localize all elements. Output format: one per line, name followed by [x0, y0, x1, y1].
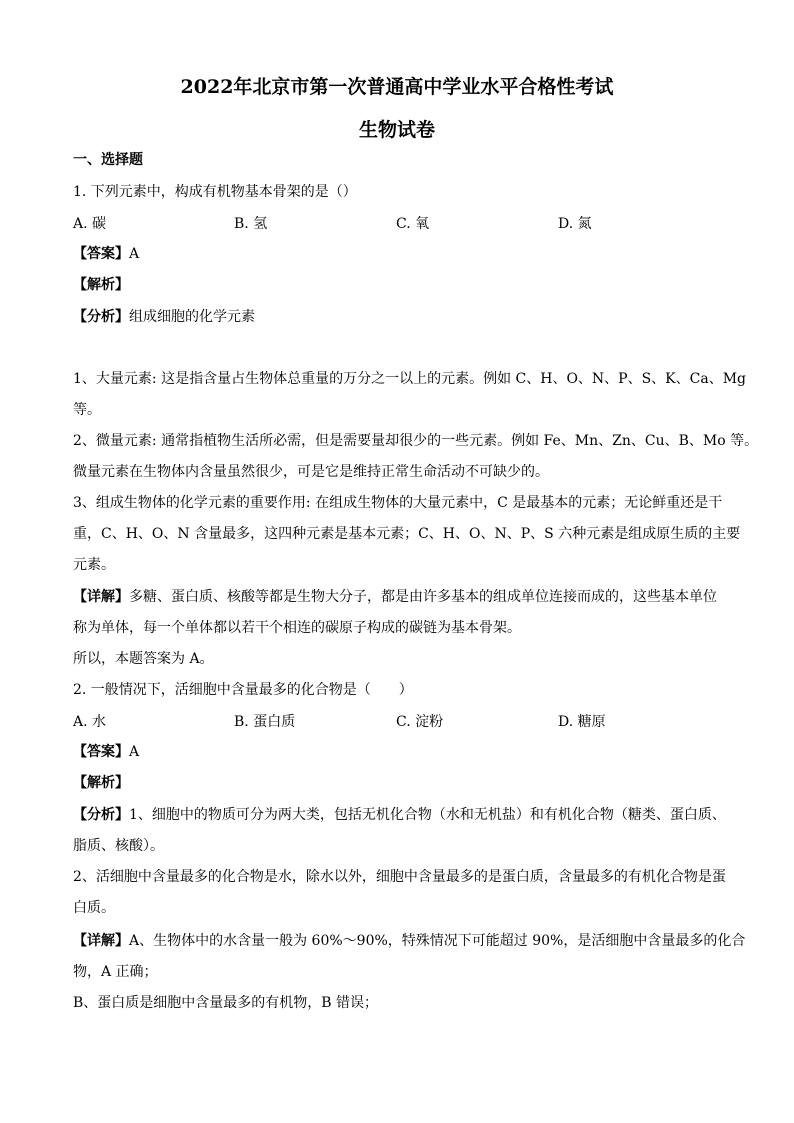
fenxi-text: 1、细胞中的物质可分为两大类，包括无机化合物（水和无机盐）和有机化合物（糖类、蛋白质、: [129, 807, 726, 823]
answer-value: A: [129, 246, 140, 262]
q1-fenxi: [73, 307, 255, 327]
q2-answer: [73, 742, 139, 762]
page-title: 2022年北京市第一次普通高中学业水平合格性考试: [180, 76, 614, 98]
q1-detail-line: 称为单体，每一个单体都以若干个相连的碳原子构成的碳链为基本骨架。: [73, 620, 521, 636]
q1-option-b: B. 氢: [234, 216, 268, 232]
q2-fenxi-line: 2、活细胞中含量最多的化合物是水，除水以外，细胞中含量最多的是蛋白质，含量最多的有机化合物是蛋: [73, 869, 726, 885]
fenxi-text: 组成细胞的化学元素: [129, 309, 255, 325]
detail-label: 【详解】: [73, 589, 129, 605]
question-2-stem: 2. 一般情况下，活细胞中含量最多的化合物是（ ）: [73, 682, 413, 698]
answer-label: 【答案】: [73, 744, 129, 760]
q2-detail-line: 物，A 正确；: [73, 964, 158, 980]
q2-option-a: A. 水: [73, 714, 107, 730]
q1-body-line: 微量元素在生物体内含量虽然很少，可是它是维持正常生命活动不可缺少的。: [73, 464, 549, 480]
q1-body-line: 重，C、H、O、N 含量最多，这四种元素是基本元素；C、H、O、N、P、S 六种元素是组成原生质的主要: [73, 526, 741, 542]
q1-body-line: 等。: [73, 402, 101, 418]
q2-fenxi-line: 白质。: [73, 900, 115, 916]
q1-body-line: 2、微量元素: 通常指植物生活所必需，但是需要量却很少的一些元素。例如 Fe、Mn、Zn、Cu、B、Mo 等。: [73, 433, 759, 449]
detail-text: A、生物体中的水含量一般为 60%～90%，特殊情况下可能超过 90%，是活细胞中含量最多的化合: [129, 933, 746, 949]
q1-detail-line: 所以，本题答案为 A。: [73, 651, 214, 667]
q1-answer: [73, 244, 139, 264]
q1-option-c: C. 氧: [396, 216, 430, 232]
detail-label: 【详解】: [73, 933, 129, 949]
detail-text: 多糖、蛋白质、核酸等都是生物大分子，都是由许多基本的组成单位连接而成的，这些基本单位: [129, 589, 717, 605]
q1-body-line: 3、组成生物体的化学元素的重要作用: 在组成生物体的大量元素中，C 是最基本的元素；无论鲜重还是干: [73, 495, 723, 511]
q2-fenxi: [73, 805, 726, 825]
fenxi-label: 【分析】: [73, 807, 129, 823]
question-1-stem: 1. 下列元素中，构成有机物基本骨架的是（）: [73, 184, 357, 200]
q1-body-line: 元素。: [73, 557, 115, 573]
answer-value: A: [129, 744, 140, 760]
q2-detail: [73, 931, 745, 951]
section-heading: 一、选择题: [73, 152, 143, 168]
q2-option-d: D. 糖原: [558, 714, 606, 730]
q2-fenxi-line: 脂质、核酸）。: [73, 838, 164, 854]
answer-label: 【答案】: [73, 246, 129, 262]
q2-option-c: C. 淀粉: [396, 714, 444, 730]
q2-option-b: B. 蛋白质: [234, 714, 296, 730]
q1-option-a: A. 碳: [73, 216, 107, 232]
q1-detail: [73, 587, 717, 607]
page-subtitle: 生物试卷: [358, 119, 435, 141]
q1-body-line: 1、大量元素: 这是指含量占生物体总重量的万分之一以上的元素。例如 C、H、O、N、P、S、K、Ca、Mg: [73, 371, 746, 387]
q1-option-d: D. 氮: [558, 216, 592, 232]
q1-analysis-label: 【解析】: [73, 277, 129, 293]
fenxi-label: 【分析】: [73, 309, 129, 325]
q2-detail-line: B、蛋白质是细胞中含量最多的有机物，B 错误；: [73, 995, 379, 1011]
q2-analysis-label: 【解析】: [73, 775, 129, 791]
